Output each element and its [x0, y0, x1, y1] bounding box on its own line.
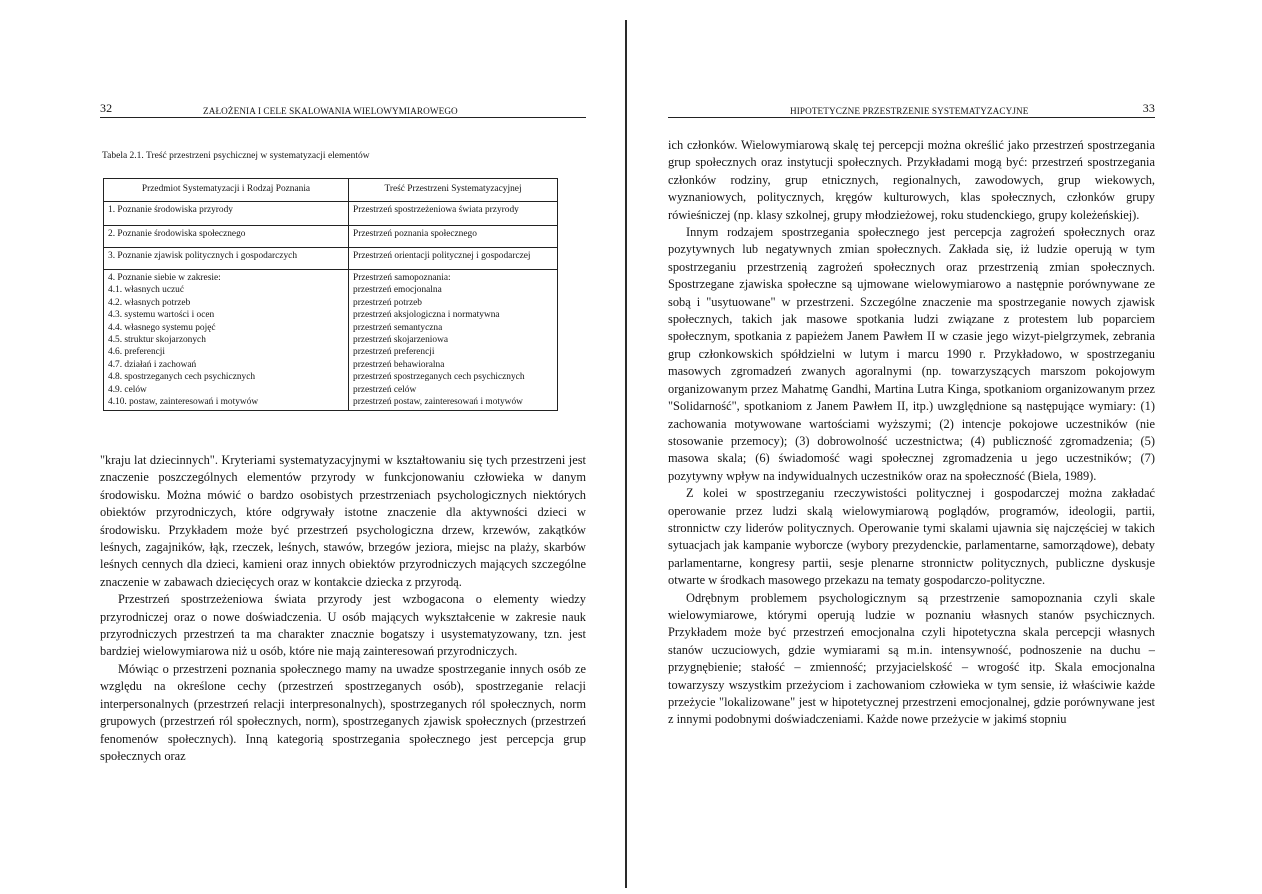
subitem: przestrzeń preferencji	[353, 347, 435, 358]
subitem: 4.5. struktur skojarzonych	[108, 335, 206, 346]
table-header-cell: Treść Przestrzeni Systematyzacyjnej	[349, 179, 558, 202]
subitem: 4.10. postaw, zainteresowań i motywów	[108, 397, 259, 408]
right-page	[626, 0, 1262, 894]
left-page	[0, 0, 625, 894]
table-cell	[349, 270, 558, 411]
subitem: przestrzeń spostrzeganych cech psychicznych	[353, 372, 525, 383]
table-row	[104, 202, 558, 226]
subitem: 4.1. własnych uczuć	[108, 285, 185, 296]
table-cell: 2. Poznanie środowiska społecznego	[104, 226, 349, 248]
table-row	[104, 270, 558, 411]
table-header-cell: Przedmiot Systematyzacji i Rodzaj Poznania	[104, 179, 349, 202]
subitem: 4.8. spostrzeganych cech psychicznych	[108, 372, 256, 383]
body-text	[100, 452, 586, 765]
table-header-row	[104, 179, 558, 202]
subitem: przestrzeń potrzeb	[353, 297, 422, 308]
subitem: 4.7. działań i zachowań	[108, 359, 197, 370]
subitem: 4.6. preferencji	[108, 347, 166, 358]
table-cell: Przestrzeń poznania społecznego	[349, 226, 558, 248]
subitem: przestrzeń emocjonalna	[353, 285, 442, 296]
subitem: przestrzeń postaw, zainteresowań i motywów	[353, 397, 523, 408]
table-cell: Przestrzeń spostrzeżeniowa świata przyrody	[349, 202, 558, 226]
running-head-title: ZAŁOŻENIA I CELE SKALOWANIA WIELOWYMIAROWEGO	[203, 106, 458, 116]
running-head-title: HIPOTETYCZNE PRZESTRZENIE SYSTEMATYZACYJNE	[790, 106, 1029, 116]
subitem: przestrzeń celów	[353, 384, 417, 395]
running-head	[668, 103, 1155, 118]
paragraph: Mówiąc o przestrzeni poznania społecznego mamy na uwadze spostrzeganie innych osób ze względu na określone cechy (przestrzeń spostrzeganych osób), spostrzeganie relacji interpersonalnych (przestrzeń relacji interpresonalnych), spostrzeganych ról społecznych, norm grupowych (przestrzeń ról społecznych, norm), spostrzeganych zjawisk społecznych (przestrzeń fenomenów społecznych). Inną kategorią spostrzegania społecznego jest percepcja grup społecznych oraz	[100, 661, 586, 763]
table-cell: Przestrzeń orientacji politycznej i gospodarczej	[349, 248, 558, 270]
body-text	[668, 137, 1155, 729]
paragraph: ich członków. Wielowymiarową skalę tej percepcji można określić jako przestrzeń spostrzegania grup społecznych oraz instytucji społecznych. Przykładami mogą być: przestrzeń spostrzegania członków rodziny, grup etnicznych, regionalnych, zawodowych, grup wiekowych, wyznaniowych, politycznych, kręgów kulturowych, klas społecznych, członków grupy rówieśniczej (np. klasy szkolnej, grupy młodzieżowej, roku studenckiego, grupy koleżeńskiej).	[668, 138, 1155, 222]
paragraph: Z kolei w spostrzeganiu rzeczywistości politycznej i gospodarczej można zakładać operowanie przez ludzi skalą wielowymiarową poglądów, programów, ideologii, partii, stronnictw czy liderów politycznych. Operowanie tymi skalami ujawnia się najczęściej w takich sytuacjach jak kampanie wyborcze (wybory prezydenckie, parlamentarne, samorządowe), debaty parlamentarne, kongresy partii, sesje plenarne stronnictw politycznych, publiczne dyskusje otwarte w środkach masowego przekazu na tematy gospodarczo-polityczne.	[668, 486, 1155, 588]
subitem: 4.2. własnych potrzeb	[108, 297, 191, 308]
page-number: 32	[100, 101, 113, 115]
paragraph: Innym rodzajem spostrzegania społecznego jest percepcja zagrożeń społecznych oraz pozytywnych lub negatywnych zmian społecznych. Zakłada się, iż ludzie operują w tym spostrzeganiu przestrzenią zagrożeń społecznych oraz przestrzenią zmian społecznych. Spostrzegane zjawiska społeczne są ujmowane wielowymiarowo a następnie porównywane ze sobą i "usytuowane" w przestrzeni. Szczególne znaczenie ma spostrzeganie nowych zjawisk społecznych, takich jak masowe spotkania ludzi związane z protestem lub poparciem społecznym, spotkania z papieżem Janem Pawłem II w czasie jego wizyt-pielgrzymek, zebrania grup członkowskich spółdzielni w lutym i marcu 1990 r. Przykładowo, w spostrzeganiu masowych zgromadzeń zwanych agoralnymi (np. towarzyszących marszom pokojowym organizowanym przez Mahatmę Gandhi, Martina Lutra Kinga, spotkaniom organizowanym przez "Solidarność", spotkaniom z Janem Pawłem II, itp.) uwzględnione są następujące wymiary: (1) zachowania motywowane wartościami wyższymi; (2) intencje pokojowe uczestników (nie stosowanie przemocy); (3) dobrowolność uczestnictwa; (4) publiczność zgromadzenia; (5) masowa skala; (6) świadomość wagi społecznej zgromadzenia u jego uczestników; (7) pozytywny wpływ na indywidualnych uczestników oraz na społeczność (Biela, 1989).	[668, 225, 1155, 483]
table-cell: 1. Poznanie środowiska przyrody	[104, 202, 349, 226]
subitem: 4.9. celów	[108, 384, 147, 395]
table-caption: Tabela 2.1. Treść przestrzeni psychicznej w systematyzacji elementów	[102, 151, 370, 161]
running-head	[100, 103, 586, 118]
paragraph: "kraju lat dziecinnych". Kryteriami systematyzacyjnymi w kształtowaniu się tych przestrzeni jest znaczenie poszczególnych elementów przyrody w funkcjonowaniu człowieka w danym środowisku. Można mówić o bardzo osobistych przestrzeniach psychologicznych niektórych obiektów przyrodniczych, które odgrywały istotne znaczenie dla aktywności dzieci w środowisku. Przykładem może być przestrzeń psychologiczna drzew, krzewów, zakątków leśnych, zagajników, łąk, rzeczek, leśnych, stawów, brzegów jeziora, miejsc na plaży, skarbów leśnych cennych dla dzieci, kamieni oraz innych obiektów przyrodniczych mających szczególne znaczenie w zabawach dziecięcych oraz w kontakcie dziecka z przyrodą.	[100, 453, 586, 589]
subitem: 4.3. systemu wartości i ocen	[108, 310, 215, 321]
subitem: przestrzeń skojarzeniowa	[353, 335, 449, 346]
subitem: 4. Poznanie siebie w zakresie:	[108, 273, 221, 283]
paragraph: Przestrzeń spostrzeżeniowa świata przyrody jest wzbogacona o elementy wiedzy przyrodniczej oraz o nowe doświadczenia. U osób mających wykształcenie w zakresie nauk przyrodniczych przestrzeń ta ma charakter znacznie bogatszy i usystematyzowany, tzn. jest bardziej wielowymiarowa niż u osób, które nie mają zainteresowań przyrodniczych.	[100, 592, 586, 659]
subitem: przestrzeń aksjologiczna i normatywna	[353, 310, 500, 321]
subitem: 4.4. własnego systemu pojęć	[108, 322, 216, 333]
systematization-table	[103, 178, 558, 411]
paragraph: Odrębnym problemem psychologicznym są przestrzenie samopoznania czyli skale wielowymiarowe, którymi operują ludzie w poznaniu własnych stanów psychicznych. Przykładem może być przestrzeń emocjonalna czyli hipotetyczna skala percepcji własnych stanów uczuciowych, gdzie wymiarami są m.in. intensywność, podnoszenie na duchu – przygnębienie; stałość – zmienność; przyjacielskość – wrogość itp. Skala emocjonalna towarzyszy wszystkim przeżyciom i zachowaniom człowieka w tym sensie, iż właściwie każde przeżycie "lokalizowane" jest w hipotetycznej przestrzeni emocjonalnej, gdzie porównywane jest z innymi podobnymi doświadczeniami. Każde nowe przeżycie w jakimś stopniu	[668, 590, 1155, 727]
table-row	[104, 226, 558, 248]
page-number: 33	[1142, 101, 1155, 115]
subitem: przestrzeń semantyczna	[353, 322, 443, 333]
table-cell: 3. Poznanie zjawisk politycznych i gospodarczych	[104, 248, 349, 270]
subitem: przestrzeń behawioralna	[353, 359, 445, 370]
table-cell	[104, 270, 349, 411]
table-row	[104, 248, 558, 270]
subitem: Przestrzeń samopoznania:	[353, 273, 451, 283]
